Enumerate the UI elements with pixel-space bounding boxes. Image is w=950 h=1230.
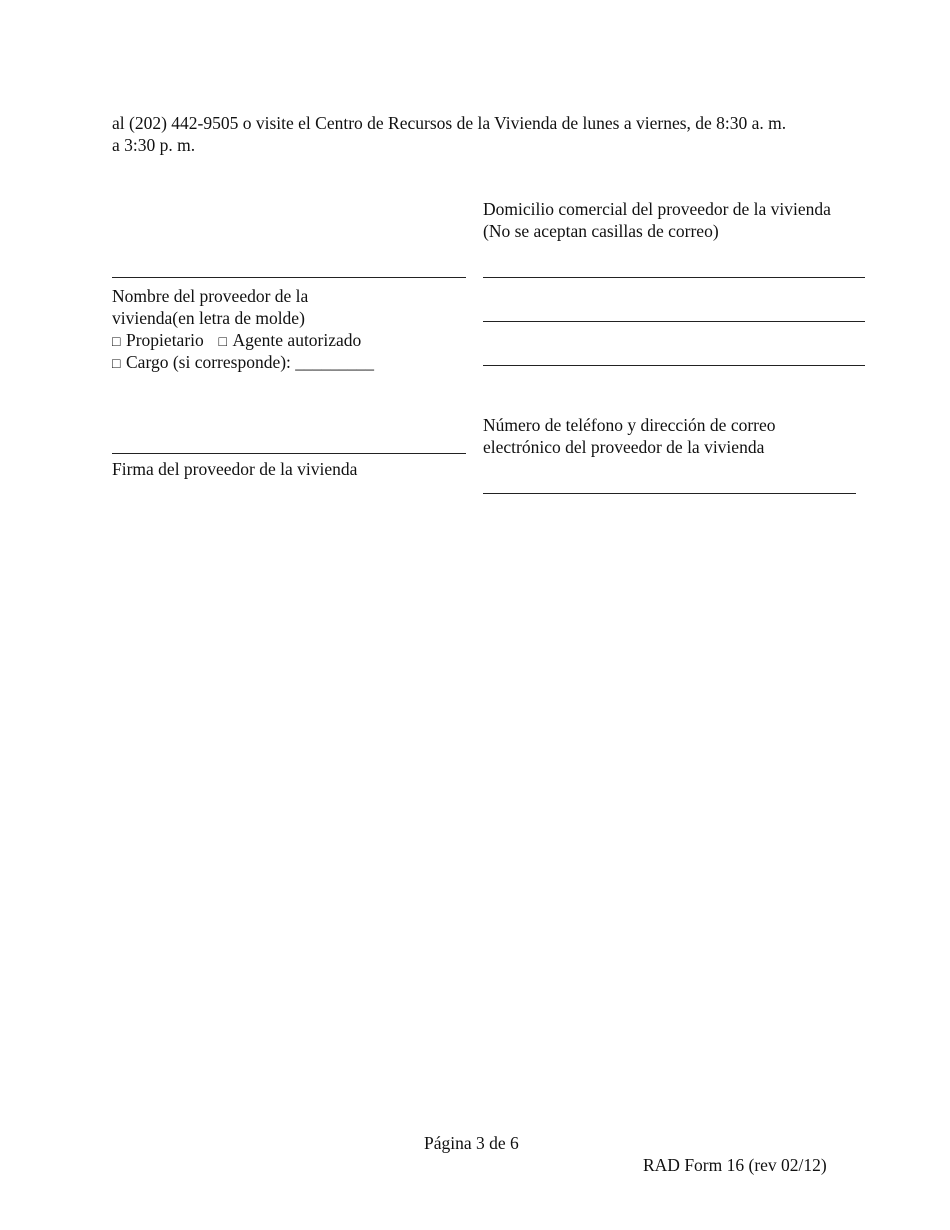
contact-label-line-1: Número de teléfono y dirección de correo: [483, 415, 776, 435]
signature-line[interactable]: [112, 453, 466, 454]
page-number: Página 3 de 6: [424, 1133, 519, 1153]
address-line-2[interactable]: [483, 321, 865, 322]
owner-checkbox[interactable]: □: [112, 335, 121, 350]
provider-name-label-line-2: vivienda(en letra de molde): [112, 308, 305, 328]
form-id: RAD Form 16 (rev 02/12): [643, 1155, 827, 1175]
signature-label: Firma del proveedor de la vivienda: [112, 459, 358, 479]
address-label-line-2: (No se aceptan casillas de correo): [483, 221, 719, 241]
provider-name-line[interactable]: [112, 277, 466, 278]
agent-checkbox-label: Agente autorizado: [232, 330, 362, 350]
agent-checkbox[interactable]: □: [218, 335, 227, 350]
provider-name-label-line-1: Nombre del proveedor de la: [112, 286, 309, 306]
owner-checkbox-label: Propietario: [126, 330, 204, 350]
title-checkbox-label: Cargo (si corresponde): _________: [126, 352, 375, 372]
intro-text-line-2: a 3:30 p. m.: [112, 135, 196, 155]
address-line-1[interactable]: [483, 277, 865, 278]
contact-label-line-2: electrónico del proveedor de la vivienda: [483, 437, 765, 457]
contact-line[interactable]: [483, 493, 856, 494]
address-line-3[interactable]: [483, 365, 865, 366]
title-checkbox-row: [112, 351, 374, 376]
title-checkbox[interactable]: □: [112, 357, 121, 372]
intro-text-line-1: al (202) 442-9505 o visite el Centro de Recursos de la Vivienda de lunes a viernes, de 8:30 a. m.: [112, 113, 787, 133]
address-label-line-1: Domicilio comercial del proveedor de la vivienda: [483, 199, 831, 219]
